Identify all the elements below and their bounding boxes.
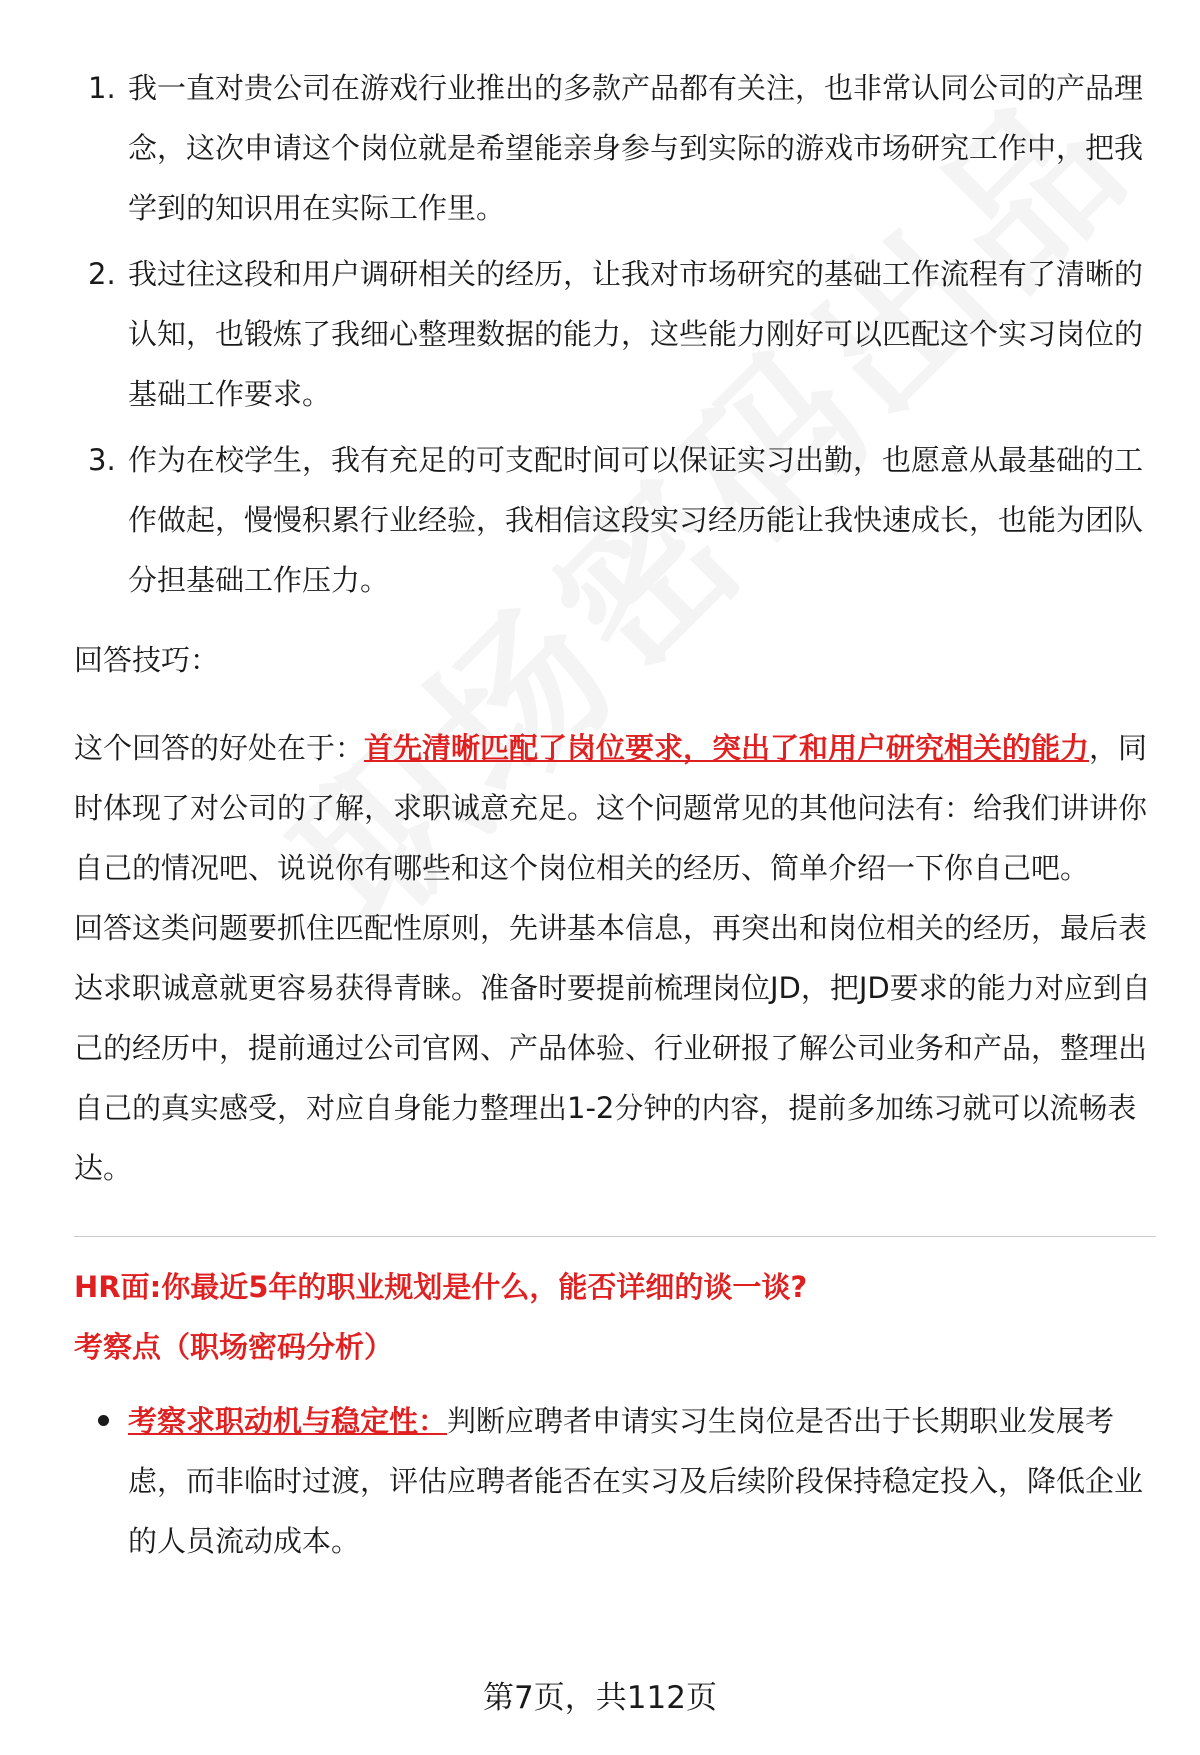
list-number: 3. [88,443,116,477]
page-number: 第7页，共112页 [483,1680,717,1716]
tips-intro-prefix: 这个回答的好处在于： [74,731,365,765]
analysis-point-list [74,1391,1156,1571]
tips-paragraph: 回答这类问题要抓住匹配性原则，先讲基本信息，再突出和岗位相关的经历，最后表达求职诚意就更容易获得青睐。准备时要提前梳理岗位JD，把JD要求的能力对应到自己的经历中，提前通过公司官网、产品体验、行业研报了解公司业务和产品，整理出自己的真实感受，对应自身能力整理出1-2分钟的内容，提前多加练习就可以流畅表达。 [74,911,1151,1185]
tips-label: 回答技巧： [74,643,220,677]
tips-intro [74,718,1156,898]
document-page [74,58,1156,1571]
point-text: 判断应聘者申请实习生岗位是否出于长期职业发展考虑，而非临时过渡，评估应聘者能否在实习及后续阶段保持稳定投入，降低企业的人员流动成本。 [128,1404,1144,1558]
answer-list [74,58,1156,610]
list-item [74,430,1156,610]
tips-intro-suffix: ，同时体现了对公司的了解，求职诚意充足。这个问题常见的其他问法有：给我们讲讲你自己的情况吧、说说你有哪些和这个岗位相关的经历、简单介绍一下你自己吧。 [74,731,1148,885]
list-number: 1. [88,71,116,105]
list-item [74,244,1156,424]
list-item [74,58,1156,238]
divider [74,1236,1156,1237]
list-item [74,1391,1156,1571]
bullet-icon [98,1415,109,1426]
list-item-text: 作为在校学生，我有充足的可支配时间可以保证实习出勤，也愿意从最基础的工作做起，慢慢积累行业经验，我相信这段实习经历能让我快速成长，也能为团队分担基础工作压力。 [128,443,1144,597]
hr-question-heading: HR面:你最近5年的职业规划是什么，能否详细的谈一谈? [74,1270,808,1304]
list-item-text: 我过往这段和用户调研相关的经历，让我对市场研究的基础工作流程有了清晰的认知，也锻炼了我细心整理数据的能力，这些能力刚好可以匹配这个实习岗位的基础工作要求。 [128,257,1144,411]
analysis-heading: 考察点（职场密码分析） [74,1330,394,1364]
list-number: 2. [88,257,116,291]
list-item-text: 我一直对贵公司在游戏行业推出的多款产品都有关注，也非常认同公司的产品理念，这次申请这个岗位就是希望能亲身参与到实际的游戏市场研究工作中，把我学到的知识用在实际工作里。 [128,71,1144,225]
point-label: 考察求职动机与稳定性： [128,1404,448,1438]
tips-highlight: 首先清晰匹配了岗位要求，突出了和用户研究相关的能力 [364,731,1090,765]
